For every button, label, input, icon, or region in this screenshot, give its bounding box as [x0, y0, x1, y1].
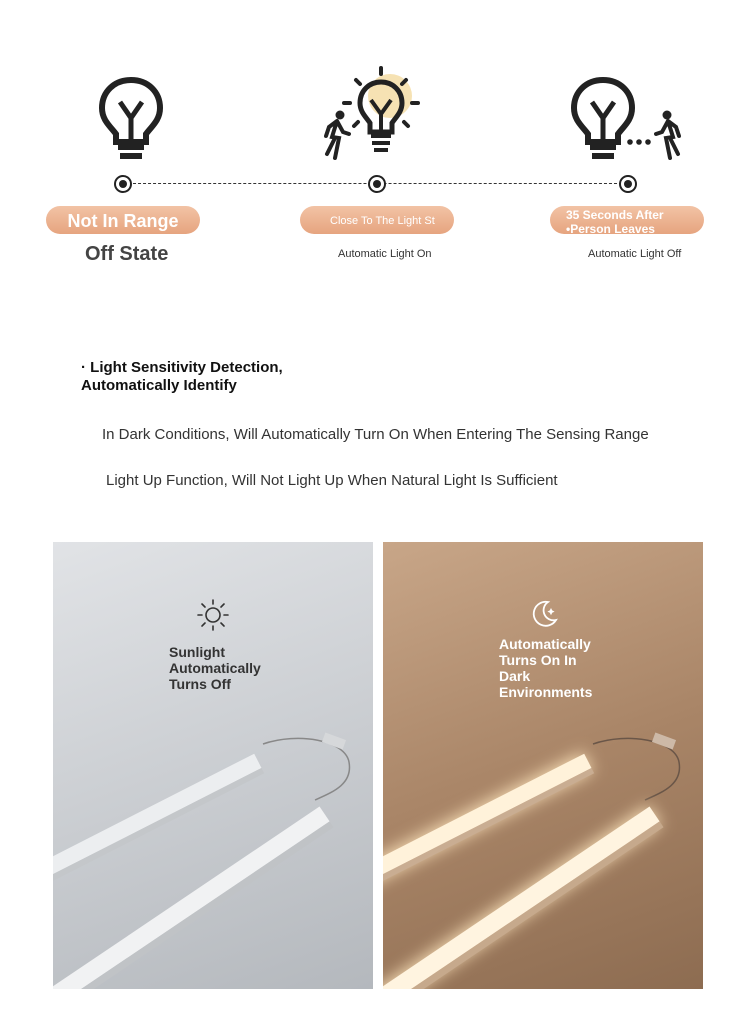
- step-pill-35-seconds: 35 Seconds After •Person Leaves: [550, 206, 704, 234]
- walking-person-icon: [654, 110, 682, 160]
- bulb-off-icon: [98, 76, 164, 162]
- timeline-dot: [619, 175, 637, 193]
- timeline-dot: [114, 175, 132, 193]
- led-light-bars-on: [383, 722, 703, 989]
- daylight-caption: Sunlight Automatically Turns Off: [169, 644, 261, 692]
- moon-icon: [528, 598, 560, 630]
- timeline-dot: [368, 175, 386, 193]
- daylight-panel: [53, 542, 373, 989]
- feature-description-line-1: In Dark Conditions, Will Automatically Turn On When Entering The Sensing Range: [102, 426, 649, 443]
- led-light-bars-off: [53, 722, 373, 989]
- dark-caption: Automatically Turns On In Dark Environments: [499, 636, 593, 700]
- dark-panel: [383, 542, 703, 989]
- state-label-auto-off: Automatic Light Off: [588, 248, 682, 260]
- sun-icon: [196, 598, 230, 632]
- bulb-off-icon: [570, 76, 636, 162]
- state-label-on: Automatic Light On: [338, 248, 432, 260]
- feature-description-line-2: Light Up Function, Will Not Light Up When Natural Light Is Sufficient: [106, 472, 558, 489]
- state-label-off: Off State: [85, 243, 169, 265]
- ellipsis-icon: [626, 138, 654, 146]
- bulb-on-icon: [340, 66, 424, 160]
- feature-title: · Light Sensitivity Detection, Automatically Identify: [81, 359, 283, 394]
- step-pill-not-in-range: Not In Range: [46, 206, 200, 234]
- step-pill-close-to-light: Close To The Light St: [300, 206, 454, 234]
